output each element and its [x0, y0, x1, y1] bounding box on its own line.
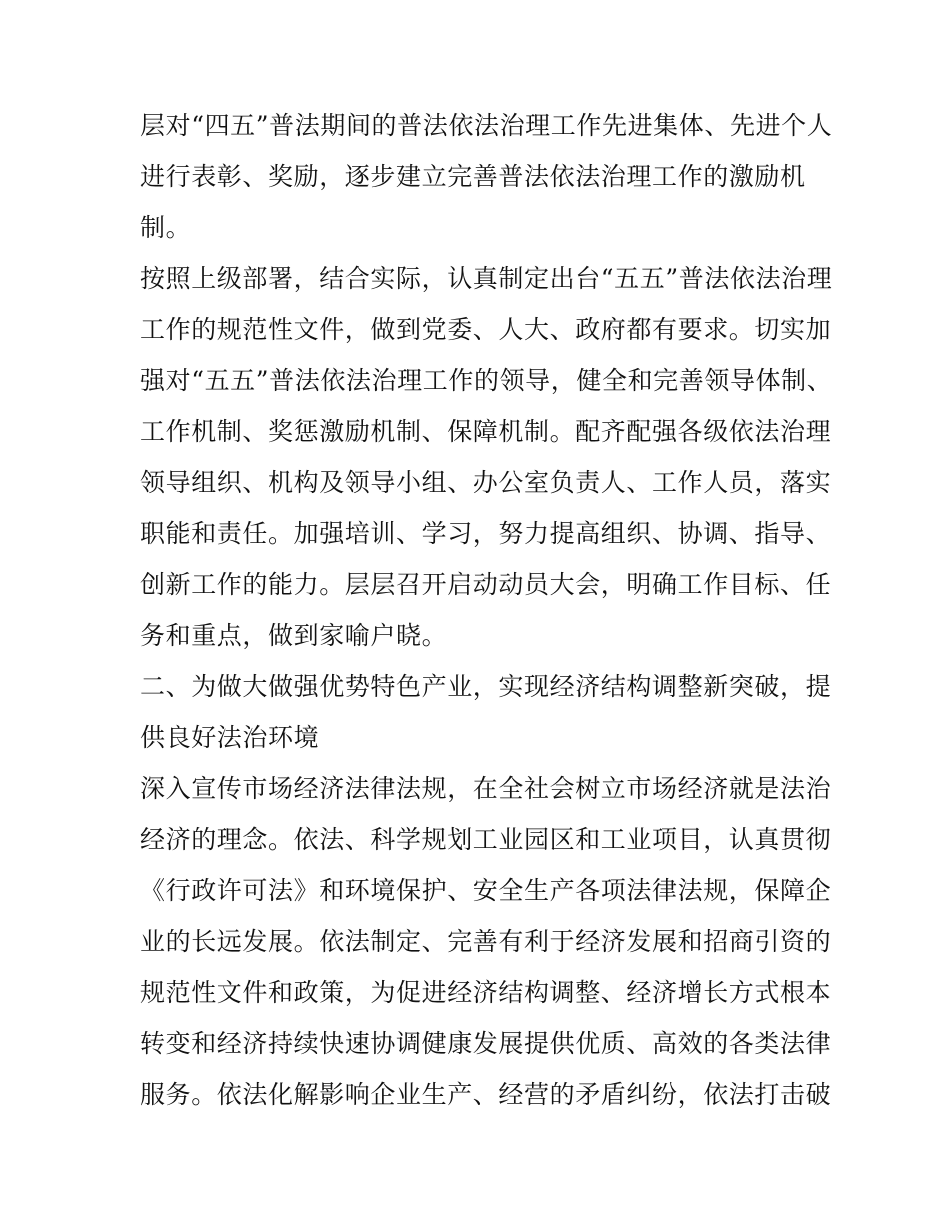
text-line: 深入宣传市场经济法律法规，在全社会树立市场经济就是法治 [140, 774, 832, 803]
text-line: 进行表彰、奖励，逐步建立完善普法依法治理工作的激励机 [140, 162, 806, 191]
text-line: 强对“五五”普法依法治理工作的领导，健全和完善领导体制、 [140, 366, 833, 395]
text-line: 领导组织、机构及领导小组、办公室负责人、工作人员，落实 [140, 468, 832, 497]
section-heading-line: 供良好法治环境 [140, 723, 320, 752]
text-line: 经济的理念。依法、科学规划工业园区和工业项目，认真贯彻 [140, 825, 832, 854]
text-line: 制。 [140, 213, 192, 242]
text-line: 工作的规范性文件，做到党委、人大、政府都有要求。切实加 [140, 315, 832, 344]
text-line: 工作机制、奖惩激励机制、保障机制。配齐配强各级依法治理 [140, 417, 832, 446]
text-line: 创新工作的能力。层层召开启动动员大会，明确工作目标、任 [140, 570, 832, 599]
text-line: 转变和经济持续快速协调健康发展提供优质、高效的各类法律 [140, 1029, 832, 1058]
text-line: 职能和责任。加强培训、学习，努力提高组织、协调、指导、 [140, 519, 832, 548]
text-line: 层对“四五”普法期间的普法依法治理工作先进集体、先进个人 [140, 111, 833, 140]
text-line: 规范性文件和政策，为促进经济结构调整、经济增长方式根本 [140, 978, 832, 1007]
text-line: 按照上级部署，结合实际，认真制定出台“五五”普法依法治理 [140, 264, 833, 293]
text-line: 务和重点，做到家喻户晓。 [140, 621, 448, 650]
text-line: 《行政许可法》和环境保护、安全生产各项法律法规，保障企 [140, 876, 832, 905]
text-line: 业的长远发展。依法制定、完善有利于经济发展和招商引资的 [140, 927, 832, 956]
section-heading-line: 二、为做大做强优势特色产业，实现经济结构调整新突破，提 [140, 672, 832, 701]
text-line: 服务。依法化解影响企业生产、经营的矛盾纠纷，依法打击破 [140, 1080, 832, 1109]
